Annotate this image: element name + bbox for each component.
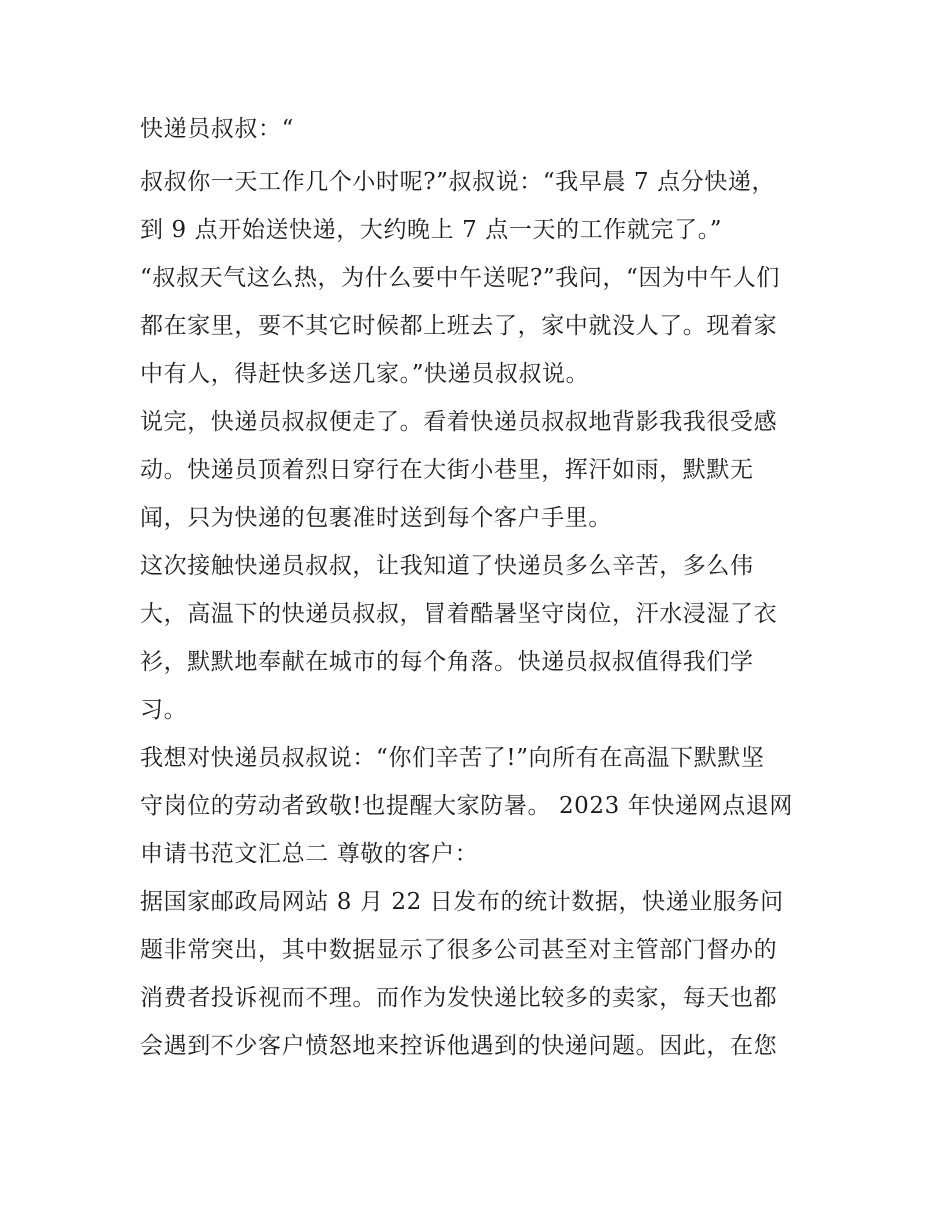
text-line: 申请书范文汇总二 尊敬的客户： xyxy=(140,841,479,867)
text-line: 题非常突出，其中数据显示了很多公司甚至对主管部门督办的 xyxy=(140,937,778,963)
text-line: 会遇到不少客户愤怒地来控诉他遇到的快递问题。因此，在您 xyxy=(140,1033,778,1059)
text-line: 叔叔你一天工作几个小时呢?”叔叔说：“我早晨 7 点分快递， xyxy=(140,169,776,195)
text-line: 习。 xyxy=(140,697,188,723)
text-line: 衫，默默地奉献在城市的每个角落。快递员叔叔值得我们学 xyxy=(140,649,754,675)
text-line: 说完，快递员叔叔便走了。看着快递员叔叔地背影我我很受感 xyxy=(140,409,778,435)
text-line: 消费者投诉视而不理。而作为发快递比较多的卖家，每天也都 xyxy=(140,985,778,1011)
text-line: 快递员叔叔：“ xyxy=(140,116,294,142)
text-line: 大，高温下的快递员叔叔，冒着酷暑坚守岗位，汗水浸湿了衣 xyxy=(140,601,778,627)
text-line: 据国家邮政局网站 8 月 22 日发布的统计数据，快递业服务问 xyxy=(140,889,784,915)
text-line: “叔叔天气这么热，为什么要中午送呢?”我问，“因为中午人们 xyxy=(140,265,781,291)
text-line: 守岗位的劳动者致敬!也提醒大家防暑。 2023 年快递网点退网 xyxy=(140,793,793,819)
text-line: 我想对快递员叔叔说：“你们辛苦了!”向所有在高温下默默坚 xyxy=(140,745,765,771)
text-line: 都在家里，要不其它时候都上班去了，家中就没人了。现着家 xyxy=(140,313,778,339)
text-line: 动。快递员顶着烈日穿行在大街小巷里，挥汗如雨，默默无 xyxy=(140,457,754,483)
text-line: 到 9 点开始送快递，大约晚上 7 点一天的工作就完了。” xyxy=(140,217,723,243)
text-line: 这次接触快递员叔叔，让我知道了快递员多么辛苦，多么伟 xyxy=(140,553,754,579)
text-line: 中有人，得赶快多送几家。”快递员叔叔说。 xyxy=(140,361,590,387)
text-line: 闻，只为快递的包裹准时送到每个客户手里。 xyxy=(140,505,612,531)
document-body xyxy=(140,110,820,1065)
